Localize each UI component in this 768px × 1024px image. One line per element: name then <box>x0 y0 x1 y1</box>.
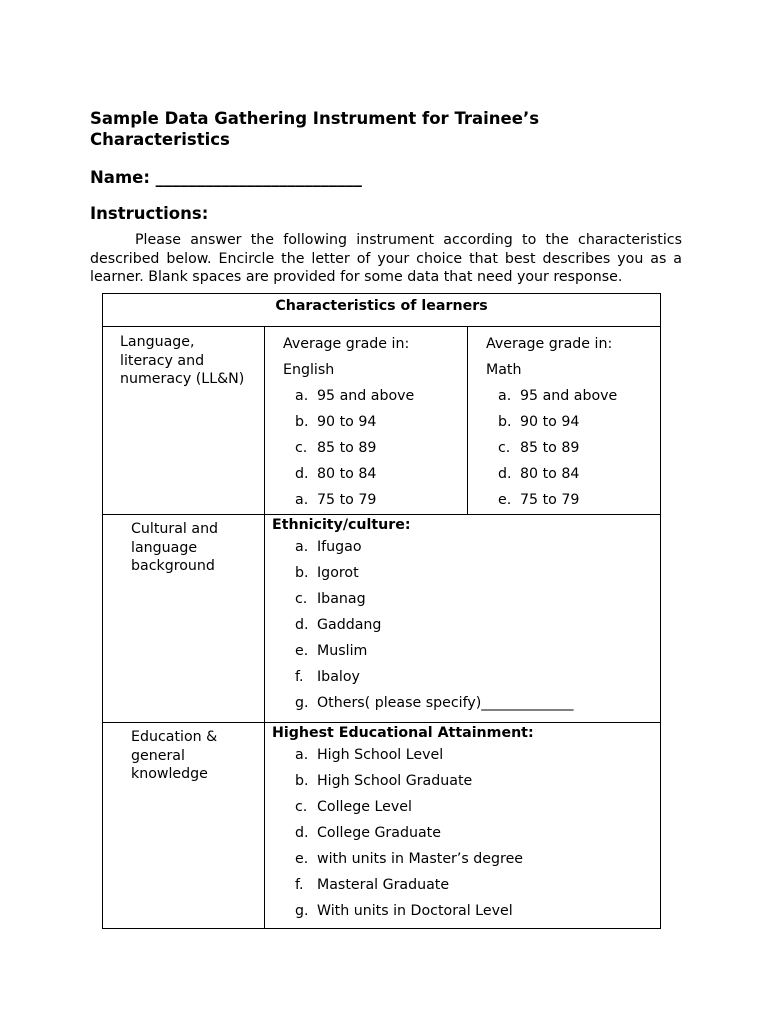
option-text: 80 to 84 <box>520 465 580 482</box>
english-grade-heading: Average grade in: <box>283 335 410 352</box>
table-rule <box>103 722 660 723</box>
list-item[interactable] <box>295 638 652 664</box>
table-rule <box>264 326 265 928</box>
option-text: Others( please specify)_____________ <box>317 694 574 711</box>
option-text: Igorot <box>317 564 359 581</box>
option-letter: e. <box>295 642 309 659</box>
list-item[interactable] <box>498 487 656 513</box>
list-item[interactable] <box>295 560 652 586</box>
option-letter: g. <box>295 902 309 919</box>
list-item[interactable] <box>295 898 652 924</box>
option-text: Gaddang <box>317 616 382 633</box>
list-item[interactable] <box>295 768 652 794</box>
education-heading: Highest Educational Attainment: <box>272 725 534 741</box>
list-item[interactable] <box>295 820 652 846</box>
option-text: College Graduate <box>317 824 441 841</box>
option-letter: c. <box>295 590 308 607</box>
option-text: 75 to 79 <box>520 491 580 508</box>
table-rule <box>467 326 468 514</box>
option-text: Muslim <box>317 642 368 659</box>
option-letter: c. <box>498 439 511 456</box>
math-subject: Math <box>486 361 522 378</box>
option-letter: a. <box>295 746 309 763</box>
option-letter: b. <box>498 413 512 430</box>
list-item[interactable] <box>295 534 652 560</box>
list-item[interactable] <box>295 612 652 638</box>
ethnicity-heading: Ethnicity/culture: <box>272 517 411 533</box>
table-header: Characteristics of learners <box>275 298 488 314</box>
list-item[interactable] <box>498 409 656 435</box>
option-letter: d. <box>498 465 512 482</box>
list-item[interactable] <box>295 383 463 409</box>
option-text: Ifugao <box>317 538 362 555</box>
option-text: High School Graduate <box>317 772 473 789</box>
list-item[interactable] <box>295 664 652 690</box>
option-letter: c. <box>295 798 308 815</box>
english-subject: English <box>283 361 335 378</box>
option-text: 95 and above <box>520 387 618 404</box>
list-item[interactable] <box>295 487 463 513</box>
math-grade-heading: Average grade in: <box>486 335 613 352</box>
option-letter: d. <box>295 824 309 841</box>
name-field-label: Name: _________________________ <box>90 168 362 187</box>
option-text: 95 and above <box>317 387 415 404</box>
list-item[interactable] <box>295 435 463 461</box>
ethnicity-cell <box>272 516 652 716</box>
option-letter: a. <box>295 387 309 404</box>
row-label-education: Education & general knowledge <box>131 729 218 782</box>
option-text: 85 to 89 <box>317 439 377 456</box>
instructions-heading: Instructions: <box>90 204 209 223</box>
option-letter: e. <box>295 850 309 867</box>
list-item[interactable] <box>295 586 652 612</box>
list-item[interactable] <box>295 846 652 872</box>
option-letter: f. <box>295 668 304 685</box>
row-label-cultural: Cultural and language background <box>131 521 219 574</box>
option-letter: g. <box>295 694 309 711</box>
option-letter: b. <box>295 413 309 430</box>
education-cell <box>272 724 652 924</box>
option-text: Ibaloy <box>317 668 360 685</box>
option-text: Masteral Graduate <box>317 876 450 893</box>
option-text: High School Level <box>317 746 444 763</box>
characteristics-table <box>102 293 661 929</box>
option-letter: b. <box>295 564 309 581</box>
option-text: 90 to 94 <box>317 413 377 430</box>
option-text: 85 to 89 <box>520 439 580 456</box>
option-letter: d. <box>295 465 309 482</box>
list-item[interactable] <box>498 383 656 409</box>
option-letter: f. <box>295 876 304 893</box>
option-text: College Level <box>317 798 412 815</box>
option-letter: d. <box>295 616 309 633</box>
option-text: 80 to 84 <box>317 465 377 482</box>
list-item[interactable] <box>498 461 656 487</box>
instructions-text: Please answer the following instrument according to the characteristics described below. Encircle the letter of your choice that best describes you as a learner. Blank spaces are provided for some data that need your response. <box>90 232 682 285</box>
option-letter: c. <box>295 439 308 456</box>
english-grade-cell <box>283 331 463 513</box>
document-title: Sample Data Gathering Instrument for Trainee’s Characteristics <box>90 109 540 149</box>
option-letter: e. <box>498 491 512 508</box>
list-item[interactable] <box>295 461 463 487</box>
option-letter: a. <box>498 387 512 404</box>
list-item[interactable] <box>295 794 652 820</box>
option-letter: a. <box>295 491 309 508</box>
list-item[interactable] <box>295 742 652 768</box>
row-label-lln: Language, literacy and numeracy (LL&N) <box>120 334 245 387</box>
option-text: Ibanag <box>317 590 366 607</box>
list-item[interactable] <box>295 409 463 435</box>
list-item[interactable] <box>295 690 652 716</box>
math-grade-cell <box>486 331 656 513</box>
option-text: 90 to 94 <box>520 413 580 430</box>
table-rule <box>103 514 660 515</box>
option-text: with units in Master’s degree <box>317 850 524 867</box>
option-letter: a. <box>295 538 309 555</box>
option-text: 75 to 79 <box>317 491 377 508</box>
list-item[interactable] <box>295 872 652 898</box>
list-item[interactable] <box>498 435 656 461</box>
table-rule <box>103 326 660 327</box>
option-text: With units in Doctoral Level <box>317 902 513 919</box>
option-letter: b. <box>295 772 309 789</box>
